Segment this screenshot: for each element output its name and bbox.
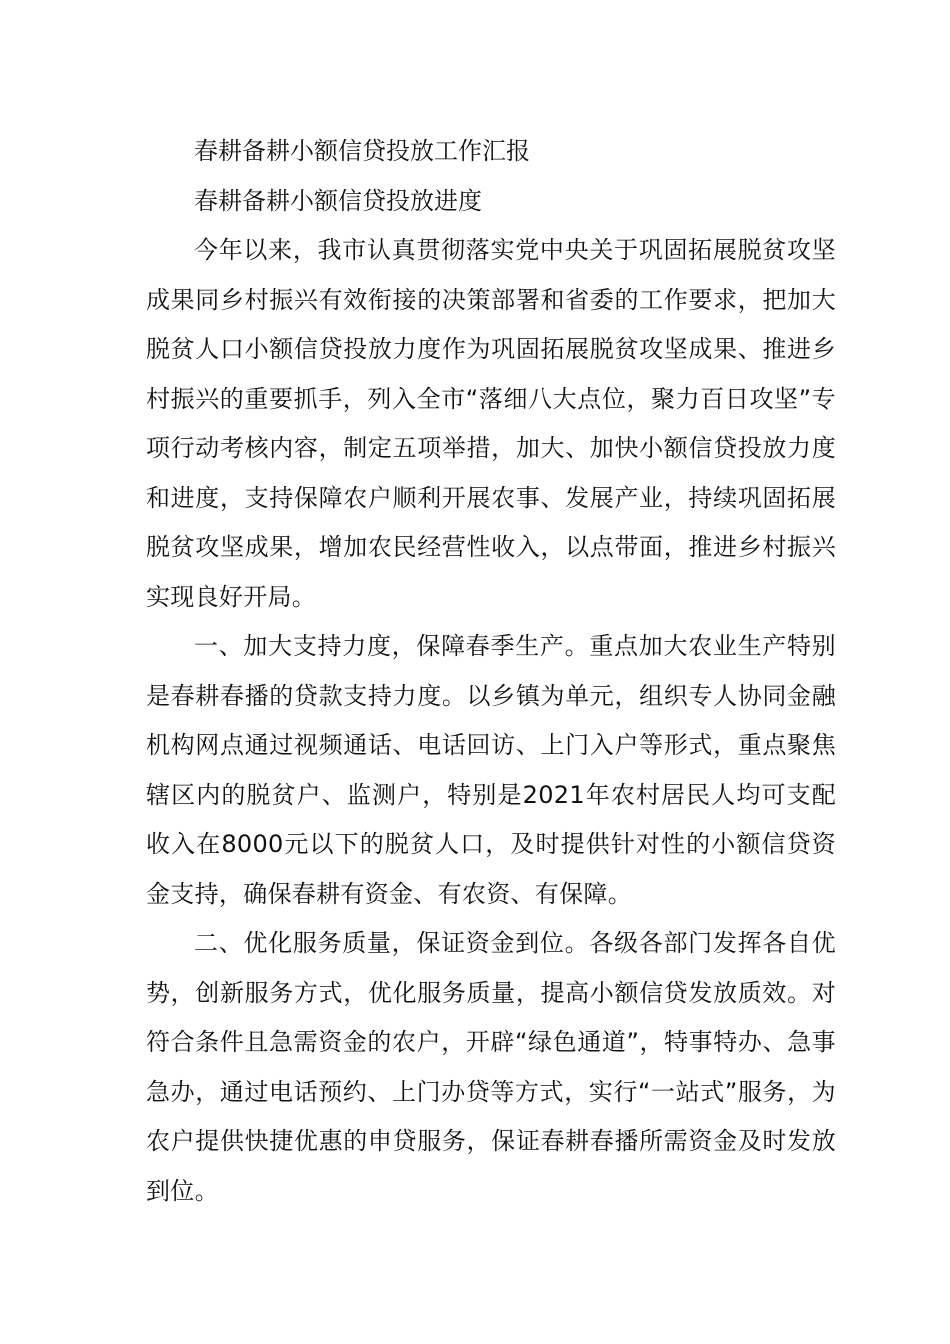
paragraph-section-1: 一、加大支持力度，保障春季生产。重点加大农业生产特别是春耕春播的贷款支持力度。以乡镇为单元，组织专人协同金融机构网点通过视频通话、电话回访、上门入户等形式，重点聚焦辖区内的脱贫户、监测户，特别是2021年农村居民人均可支配收入在8000元以下的脱贫人口，及时提供针对性的小额信贷资金支持，确保春耕有资金、有农资、有保障。 [146, 632, 836, 908]
document-subtitle: 春耕备耕小额信贷投放进度 [194, 186, 482, 215]
paragraph-section-2: 二、优化服务质量，保证资金到位。各级各部门发挥各自优势，创新服务方式，优化服务质量，提高小额信贷发放质效。对符合条件且急需资金的农户，开辟“绿色通道”，特事特办、急事急办，通过电话预约、上门办贷等方式，实行“一站式”服务，为农户提供快捷优惠的申贷服务，保证春耕春播所需资金及时发放到位。 [146, 929, 836, 1205]
document-body [146, 127, 836, 1216]
document-title: 春耕备耕小额信贷投放工作汇报 [194, 137, 530, 165]
paragraph-intro: 今年以来，我市认真贯彻落实党中央关于巩固拓展脱贫攻坚成果同乡村振兴有效衔接的决策部署和省委的工作要求，把加大脱贫人口小额信贷投放力度作为巩固拓展脱贫攻坚成果、推进乡村振兴的重要抓手，列入全市“落细八大点位，聚力百日攻坚”专项行动考核内容，制定五项举措，加大、加快小额信贷投放力度和进度，支持保障农户顺利开展农事、发展产业，持续巩固拓展脱贫攻坚成果，增加农民经营性收入，以点带面，推进乡村振兴实现良好开局。 [146, 236, 836, 611]
